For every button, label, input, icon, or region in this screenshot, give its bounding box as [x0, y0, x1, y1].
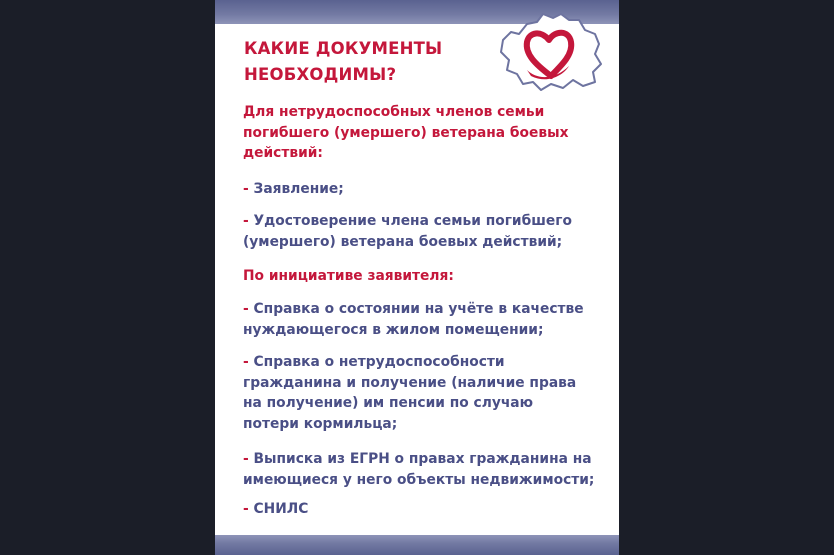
list-marker: - [243, 501, 254, 517]
list-item-text: Справка о состоянии на учёте в качестве нуждающегося в жилом помещении; [243, 301, 584, 338]
list-item [243, 179, 615, 200]
section-heading: По инициативе заявителя: [243, 268, 454, 284]
list-marker: - [243, 451, 254, 467]
list-marker: - [243, 354, 254, 370]
list-item-text: Удостоверение члена семьи погибшего (умершего) ветерана боевых действий; [243, 213, 572, 250]
page-title: КАКИЕ ДОКУМЕНТЫ НЕОБХОДИМЫ? [244, 39, 443, 84]
list-item-text: Справка о нетрудоспособности гражданина и получение (наличие права на получение) им пенсии по случаю потери кормильца; [243, 354, 577, 432]
list-item-text: Заявление; [253, 181, 344, 197]
list-item [243, 499, 615, 520]
list-marker: - [243, 213, 254, 229]
heart-region-map-icon [497, 10, 605, 92]
list-item [243, 211, 615, 252]
list-item [243, 299, 615, 340]
list-marker: - [243, 301, 254, 317]
list-item [243, 352, 615, 434]
list-item-text: Выписка из ЕГРН о правах гражданина на имеющиеся у него объекты недвижимости; [243, 451, 595, 488]
info-card [215, 0, 619, 555]
list-item [243, 449, 615, 490]
intro-text: Для нетрудоспособных членов семьи погибшего (умершего) ветерана боевых действий: [243, 104, 569, 161]
bottom-band [215, 535, 619, 555]
list-item-text: СНИЛС [253, 501, 309, 517]
list-marker: - [243, 181, 254, 197]
